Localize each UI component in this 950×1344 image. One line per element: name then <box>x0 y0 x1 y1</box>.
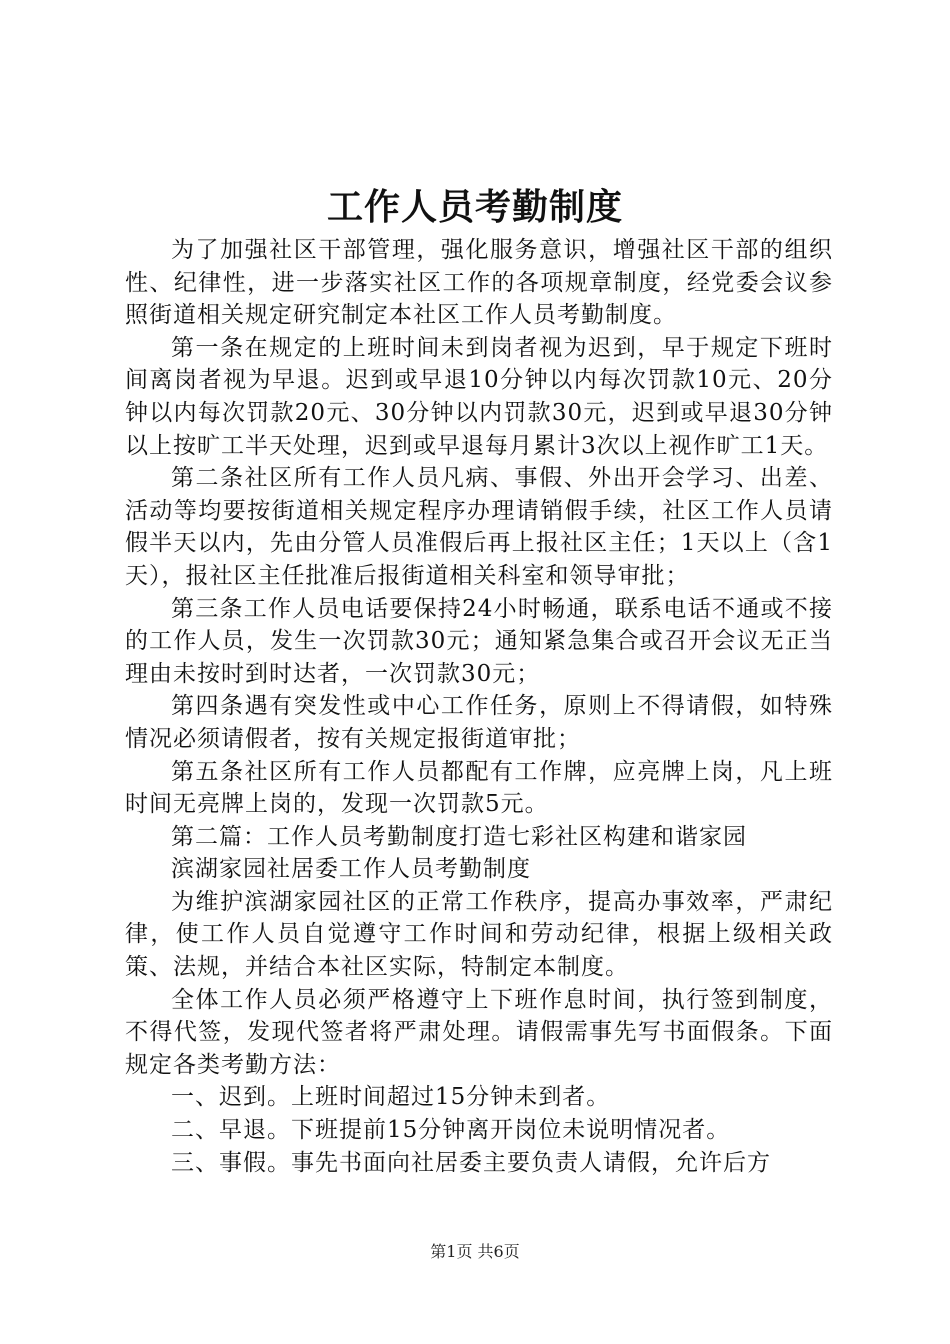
list-item-late: 一、迟到。上班时间超过15分钟未到者。 <box>171 1084 611 1111</box>
paragraph-article-2: 第二条社区所有工作人员凡病、事假、外出开会学习、出差、活动等均要按街道相关规定程序办理请销假手续，社区工作人员请假半天以内，先由分管人员准假后再上报社区主任；1天以上（含1天），报社区主任批准后报街道相关科室和领导审批； <box>125 465 833 589</box>
section-subheading: 滨湖家园社居委工作人员考勤制度 <box>171 856 531 883</box>
paragraph-article-1: 第一条在规定的上班时间未到岗者视为迟到，早于规定下班时间离岗者视为早退。迟到或早退10分钟以内每次罚款10元、20分钟以内每次罚款20元、30分钟以内罚款30元，迟到或早退30分钟以上按旷工半天处理，迟到或早退每月累计3次以上视作旷工1天。 <box>125 334 833 459</box>
paragraph-article-3: 第三条工作人员电话要保持24小时畅通，联系电话不通或不接的工作人员，发生一次罚款30元；通知紧急集合或召开会议无正当理由未按时到时达者，一次罚款30元； <box>125 595 833 687</box>
paragraph-article-5: 第五条社区所有工作人员都配有工作牌，应亮牌上岗，凡上班时间无亮牌上岗的，发现一次罚款5元。 <box>125 758 833 818</box>
list-item-early-leave: 二、早退。下班提前15分钟离开岗位未说明情况者。 <box>171 1117 731 1144</box>
paragraph-general-rules: 全体工作人员必须严格遵守上下班作息时间，执行签到制度，不得代签，发现代签者将严肃处理。请假需事先写书面假条。下面规定各类考勤方法： <box>125 986 833 1078</box>
paragraph-purpose: 为维护滨湖家园社区的正常工作秩序，提高办事效率，严肃纪律，使工作人员自觉遵守工作时间和劳动纪律，根据上级相关政策、法规，并结合本社区实际，特制定本制度。 <box>125 888 833 981</box>
section-heading-part-2: 第二篇：工作人员考勤制度打造七彩社区构建和谐家园 <box>171 823 747 850</box>
list-item-personal-leave: 三、事假。事先书面向社居委主要负责人请假，允许后方 <box>171 1149 771 1176</box>
document-body <box>125 234 833 1179</box>
document-title: 工作人员考勤制度 <box>326 186 623 228</box>
page-footer: 第1页 共6页 <box>430 1242 520 1261</box>
paragraph-article-4: 第四条遇有突发性或中心工作任务，原则上不得请假，如特殊情况必须请假者，按有关规定报街道审批； <box>125 693 833 752</box>
paragraph-intro: 为了加强社区干部管理，强化服务意识，增强社区干部的组织性、纪律性，进一步落实社区工作的各项规章制度，经党委会议参照街道相关规定研究制定本社区工作人员考勤制度。 <box>125 237 833 329</box>
